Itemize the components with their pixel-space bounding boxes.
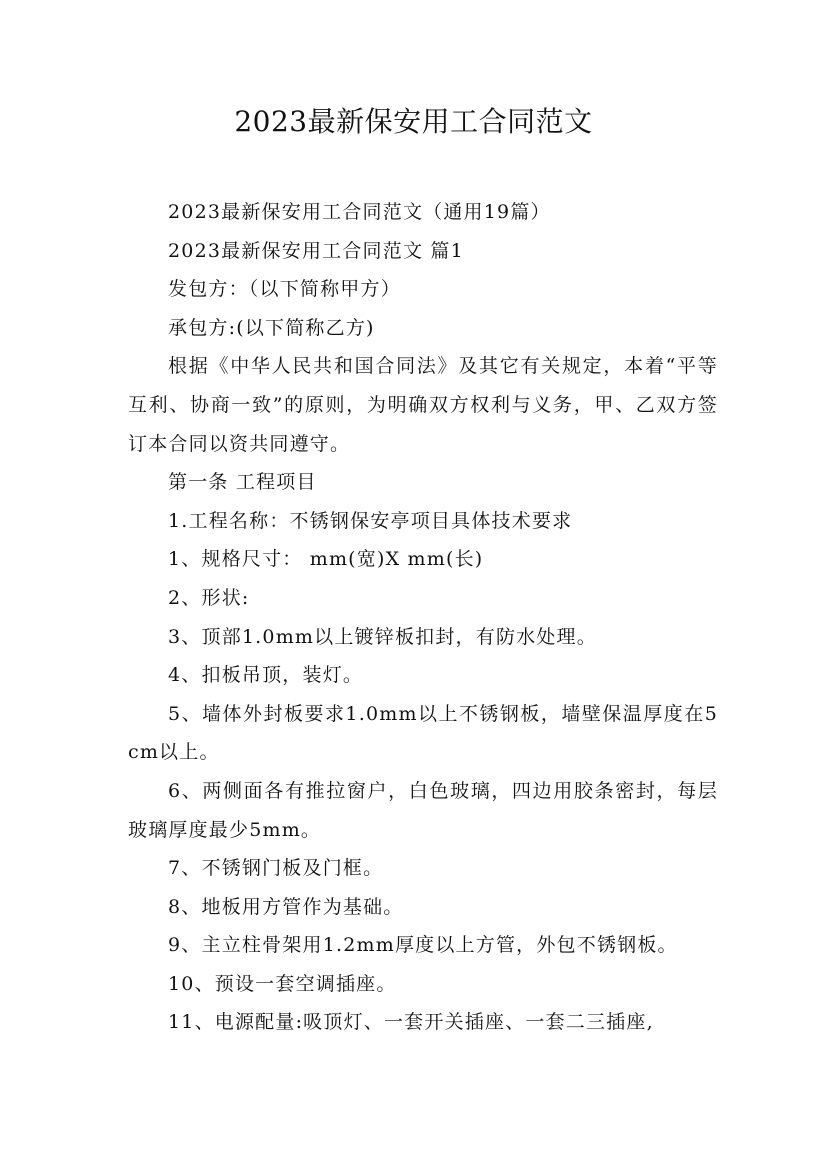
paragraph-spec-4: 4、扣板吊顶，装灯。 <box>168 664 364 687</box>
paragraph-spec-7: 7、不锈钢门板及门框。 <box>168 857 384 880</box>
paragraph-party-b: 承包方:(以下简称乙方) <box>168 316 375 339</box>
paragraph-intro: 2023最新保安用工合同范文（通用19篇） <box>168 201 551 223</box>
paragraph-spec-2: 2、形状: <box>168 586 250 609</box>
paragraph-spec-11: 11、电源配量:吸顶灯、一套开关插座、一套二三插座, <box>168 1011 654 1034</box>
paragraph-preamble: 根据《中华人民共和国合同法》及其它有关规定，本着“平等互利、协商一致”的原则，为明确双方权利与义务，甲、乙双方签订本合同以资共同遵守。 <box>128 355 718 455</box>
paragraph-article-1: 第一条 工程项目 <box>168 471 317 494</box>
paragraph-spec-9: 9、主立柱骨架用1.2mm厚度以上方管，外包不锈钢板。 <box>168 934 678 957</box>
paragraph-spec-10: 10、预设一套空调插座。 <box>168 972 397 995</box>
document-body <box>128 193 718 1042</box>
document-title: 2023最新保安用工合同范文 <box>234 105 593 138</box>
paragraph-party-a: 发包方：（以下简称甲方） <box>168 278 401 301</box>
paragraph-spec-1: 1、规格尺寸： mm(宽)X mm(长) <box>168 548 484 571</box>
paragraph-spec-8: 8、地板用方管作为基础。 <box>168 895 404 918</box>
paragraph-spec-5: 5、墙体外封板要求1.0mm以上不锈钢板，墙壁保温厚度在5cm以上。 <box>128 702 718 764</box>
paragraph-chapter-heading: 2023最新保安用工合同范文 篇1 <box>168 239 464 262</box>
paragraph-spec-6: 6、两侧面各有推拉窗户，白色玻璃，四边用胶条密封，每层玻璃厚度最少5mm。 <box>128 779 718 841</box>
paragraph-spec-3: 3、顶部1.0mm以上镀锌板扣封，有防水处理。 <box>168 625 597 648</box>
paragraph-project-name: 1.工程名称：不锈钢保安亭项目具体技术要求 <box>168 509 573 532</box>
